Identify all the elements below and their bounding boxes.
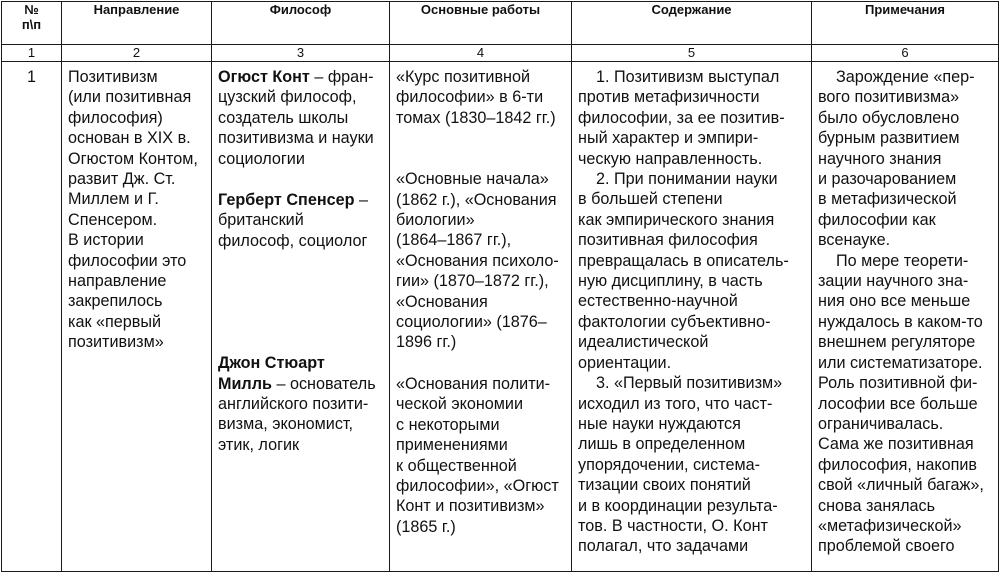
notes-cell (812, 62, 999, 572)
row-number: 1 (26, 68, 36, 86)
notes-text: Зарождение «пер- вого позитивизма» было обусловлено бурным развитием научного знания и разочарованием в метафизической философии как всенауке. По мере теорети- зации научного зна- ния оно все меньше нуждалось в каком-то внешнем регуляторе или систематизаторе. Роль позитивной фи- лософии все больше ограничивалась. Сама же позитивная философия, накопив свой «личный багаж», снова занялась «метафизической» проблемой своего (818, 68, 984, 556)
row-number-cell (2, 62, 62, 572)
header-philosopher: Философ (212, 2, 390, 45)
philosopher-name: Огюст Конт (218, 68, 310, 86)
header-content: Содержание (572, 2, 812, 45)
col-number-3: 3 (212, 45, 390, 62)
philosopher-cell (212, 62, 390, 572)
header-notes: Примечания (812, 2, 999, 45)
col-number-1: 1 (2, 45, 62, 62)
col-number-6: 6 (812, 45, 999, 62)
philosopher-entry (218, 67, 387, 169)
works-cell (390, 62, 572, 572)
philosopher-entry (218, 353, 387, 455)
philosopher-desc: – основатель английского позити- визма, экономист, этик, логик (218, 374, 376, 454)
header-num: № п\п (2, 2, 62, 45)
philosopher-desc: – британский философ, социолог (218, 191, 369, 250)
philosopher-entry (218, 190, 387, 251)
works-entry: «Основания полити- ческой экономии с некоторыми применениями к общественной философии», «Огюст Конт и позитивизм» (1865 г.) (396, 374, 559, 536)
philosophy-table (1, 1, 999, 572)
works-entry: «Курс позитивной философии» в 6-ти томах (1830–1842 гг.) (396, 68, 556, 127)
direction-text: Позитивизм (или позитивная философия) основан в XIX в. Огюстом Контом, развит Дж. Ст. Миллем и Г. Спенсером. В истории философии это направление закрепилось как «первый позитивизм» (68, 68, 198, 352)
header-works: Основные работы (390, 2, 572, 45)
header-direction: Направление (62, 2, 212, 45)
column-number-row (2, 45, 999, 62)
content-text: 1. Позитивизм выступал против метафизичности философии, за ее позитив- ный характер и эмпири- ческую направленность. 2. При понимании науки в большей степени как эмпирического знания позитивная философия превращалась в описатель- ную дисциплину, в часть естественно-научной фактологии субъективно- идеалистической ориентации. 3. «Первый позитивизм» исходил из того, что част- ные науки нуждаются лишь в определенном упорядочении, система- тизации своих понятий и в координации результа- тов. В частности, О. Конт полагал, что задачами (578, 68, 789, 556)
col-number-4: 4 (390, 45, 572, 62)
table-row (2, 62, 999, 572)
col-number-5: 5 (572, 45, 812, 62)
col-number-2: 2 (62, 45, 212, 62)
philosopher-name: Джон Стюарт Милль (218, 354, 325, 393)
header-row (2, 2, 999, 45)
direction-cell (62, 62, 212, 572)
content-cell (572, 62, 812, 572)
philosopher-desc: – фран- цузский философ, создатель школы позитивизма и науки социологии (218, 68, 374, 168)
philosopher-name: Герберт Спенсер (218, 191, 355, 210)
works-entry: «Основные начала» (1862 г.), «Основания биологии» (1864–1867 гг.), «Основания психоло- гии» (1870–1872 гг.), «Основания социологии» (1876– 1896 гг.) (396, 170, 559, 352)
